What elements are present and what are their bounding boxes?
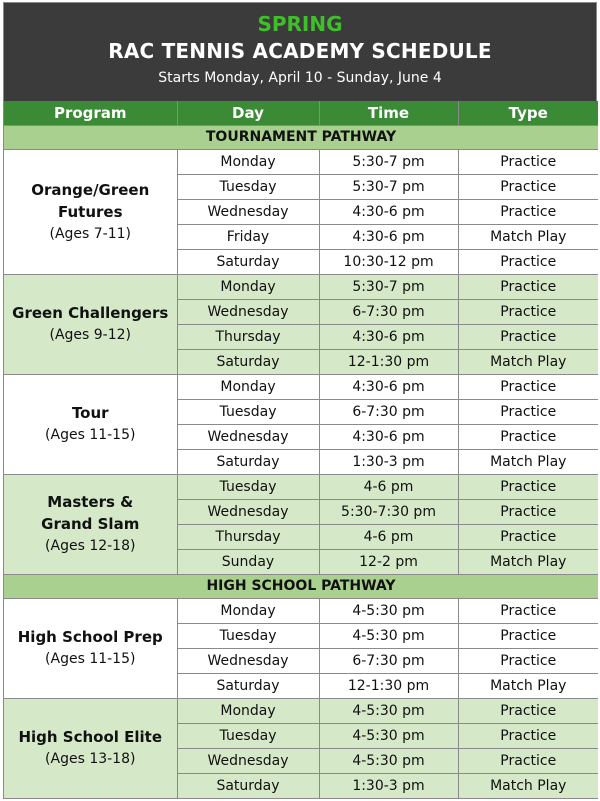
session-day: Wednesday	[177, 424, 319, 449]
program-name: High School Prep	[17, 628, 163, 646]
session-time: 12-2 pm	[319, 549, 458, 574]
session-day: Tuesday	[177, 399, 319, 424]
column-header-time: Time	[319, 101, 458, 125]
program-ages: (Ages 13-18)	[45, 751, 136, 767]
session-time: 5:30-7 pm	[319, 274, 458, 299]
program-name: Futures	[57, 202, 123, 221]
session-type: Practice	[458, 374, 598, 399]
program-cell	[4, 698, 177, 798]
session-time: 6-7:30 pm	[319, 399, 458, 424]
session-day: Monday	[177, 698, 319, 723]
session-day: Wednesday	[177, 499, 319, 524]
session-day: Monday	[177, 374, 319, 399]
program-name: Grand Slam	[41, 515, 140, 533]
session-time: 1:30-3 pm	[319, 449, 458, 474]
session-day: Tuesday	[177, 623, 319, 648]
session-time: 6-7:30 pm	[319, 299, 458, 324]
session-type: Practice	[458, 424, 598, 449]
session-time: 5:30-7 pm	[319, 174, 458, 199]
program-ages: (Ages 12-18)	[45, 538, 136, 554]
column-header-type: Type	[458, 101, 598, 125]
session-type: Practice	[458, 199, 598, 224]
session-time: 4:30-6 pm	[319, 324, 458, 349]
session-time: 4:30-6 pm	[319, 424, 458, 449]
program-cell	[4, 598, 177, 698]
program-cell	[4, 274, 177, 374]
session-type: Practice	[458, 524, 598, 549]
session-type: Practice	[458, 174, 598, 199]
schedule-table	[4, 101, 598, 799]
session-type: Practice	[458, 723, 598, 748]
session-day: Sunday	[177, 549, 319, 574]
session-time: 1:30-3 pm	[319, 773, 458, 798]
program-ages: (Ages 11-15)	[45, 427, 136, 443]
session-day: Wednesday	[177, 299, 319, 324]
session-type: Practice	[458, 698, 598, 723]
session-time: 4-6 pm	[319, 474, 458, 499]
session-type: Practice	[458, 324, 598, 349]
session-day: Tuesday	[177, 474, 319, 499]
session-time: 4-5:30 pm	[319, 698, 458, 723]
session-day: Saturday	[177, 773, 319, 798]
program-name: High School Elite	[18, 728, 163, 746]
session-type: Practice	[458, 474, 598, 499]
session-type: Practice	[458, 648, 598, 673]
session-day: Saturday	[177, 673, 319, 698]
program-name: Masters &	[47, 493, 134, 511]
session-type: Practice	[458, 249, 598, 274]
column-header-day: Day	[177, 101, 319, 125]
program-name: Green Challengers	[12, 304, 169, 322]
session-type: Match Play	[458, 349, 598, 374]
session-type: Practice	[458, 299, 598, 324]
session-type: Practice	[458, 499, 598, 524]
session-day: Wednesday	[177, 648, 319, 673]
schedule-title: RAC TENNIS ACADEMY SCHEDULE	[108, 39, 492, 63]
section-title: HIGH SCHOOL PATHWAY	[4, 574, 598, 598]
session-time: 12-1:30 pm	[319, 349, 458, 374]
schedule-body	[4, 125, 598, 798]
session-time: 12-1:30 pm	[319, 673, 458, 698]
session-time: 10:30-12 pm	[319, 249, 458, 274]
session-time: 5:30-7:30 pm	[319, 499, 458, 524]
schedule-header	[4, 3, 596, 101]
session-time: 4-6 pm	[319, 524, 458, 549]
program-cell	[4, 374, 177, 474]
session-time: 4-5:30 pm	[319, 748, 458, 773]
session-type: Match Play	[458, 449, 598, 474]
program-cell	[4, 474, 177, 574]
session-day: Friday	[177, 224, 319, 249]
session-row	[4, 274, 598, 299]
session-time: 4-5:30 pm	[319, 723, 458, 748]
session-row	[4, 149, 598, 174]
session-time: 5:30-7 pm	[319, 149, 458, 174]
session-time: 6-7:30 pm	[319, 648, 458, 673]
section-row	[4, 125, 598, 149]
session-type: Practice	[458, 623, 598, 648]
session-day: Thursday	[177, 524, 319, 549]
session-day: Monday	[177, 598, 319, 623]
program-ages: (Ages 11-15)	[45, 651, 136, 667]
season-title: SPRING	[257, 12, 343, 36]
session-time: 4-5:30 pm	[319, 623, 458, 648]
schedule-page	[3, 2, 597, 799]
session-day: Saturday	[177, 349, 319, 374]
session-type: Practice	[458, 399, 598, 424]
column-header-row	[4, 101, 598, 125]
session-time: 4-5:30 pm	[319, 598, 458, 623]
program-name: Tour	[71, 404, 109, 422]
program-ages: (Ages 7-11)	[49, 225, 132, 242]
session-day: Monday	[177, 149, 319, 174]
session-type: Practice	[458, 274, 598, 299]
program-cell	[4, 149, 177, 274]
session-type: Practice	[458, 598, 598, 623]
session-time: 4:30-6 pm	[319, 199, 458, 224]
session-day: Saturday	[177, 449, 319, 474]
session-row	[4, 474, 598, 499]
schedule-dates: Starts Monday, April 10 - Sunday, June 4	[158, 70, 442, 86]
program-name: Orange/Green	[31, 180, 150, 199]
session-type: Match Play	[458, 773, 598, 798]
session-type: Match Play	[458, 224, 598, 249]
session-type: Match Play	[458, 673, 598, 698]
program-ages: (Ages 9-12)	[49, 327, 132, 343]
session-type: Match Play	[458, 549, 598, 574]
session-row	[4, 698, 598, 723]
session-day: Monday	[177, 274, 319, 299]
column-header-program: Program	[4, 101, 177, 125]
session-row	[4, 374, 598, 399]
session-day: Wednesday	[177, 748, 319, 773]
session-row	[4, 598, 598, 623]
session-day: Wednesday	[177, 199, 319, 224]
session-time: 4:30-6 pm	[319, 374, 458, 399]
section-title: TOURNAMENT PATHWAY	[4, 125, 598, 149]
session-day: Thursday	[177, 324, 319, 349]
session-day: Tuesday	[177, 723, 319, 748]
session-time: 4:30-6 pm	[319, 224, 458, 249]
session-type: Practice	[458, 748, 598, 773]
session-day: Tuesday	[177, 174, 319, 199]
section-row	[4, 574, 598, 598]
session-day: Saturday	[177, 249, 319, 274]
session-type: Practice	[458, 149, 598, 174]
